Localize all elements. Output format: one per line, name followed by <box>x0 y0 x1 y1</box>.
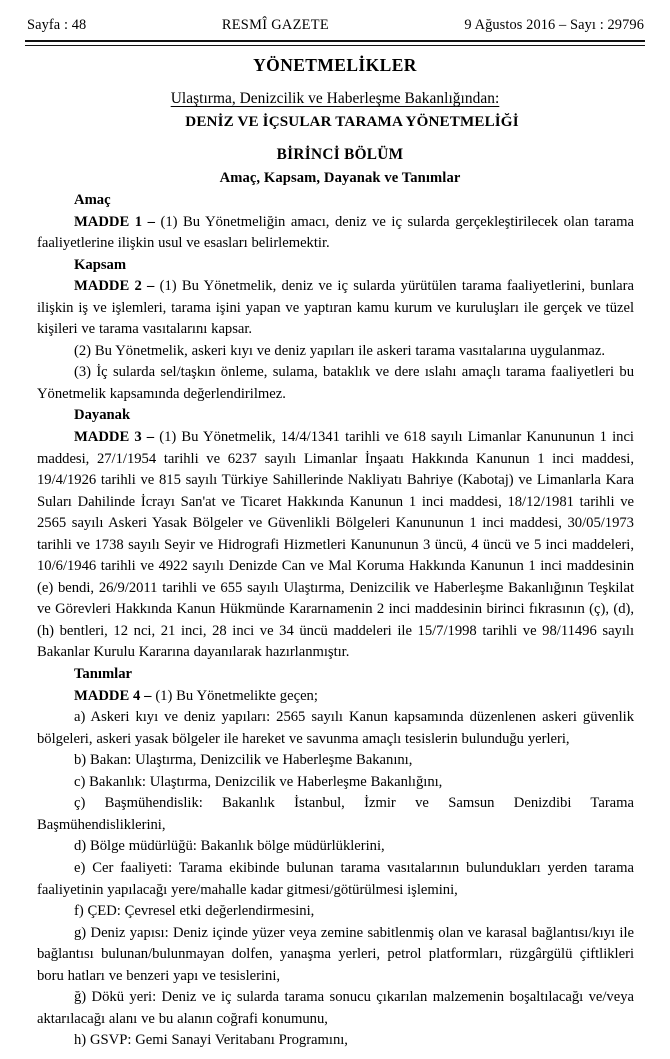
madde-3-text: (1) Bu Yönetmelik, 14/4/1341 tarihli ve 618 sayılı Limanlar Kanununun 1 inci maddesi, 27/1/1954 tarihli ve 6237 sayılı Limanlar İnşaatı Hakkında Kanunun 1 inci maddesi, 19/4/1926 tarihli ve 815 sayılı Türkiye Sahillerinde Nakliyatı Bahriye (Kabotaj) ve Limanlarla Kara Suları Dahilinde İcrayı San'at ve Ticaret Hakkında Kanunun 1 inci maddesi, 18/12/1981 tarihli ve 2565 sayılı Askeri Yasak Bölgeler ve Güvenlikli Bölgeleri Kanununun 1 inci maddesi, 30/05/1973 tarihli ve 1738 sayılı Seyir ve Hidrografi Hizmetleri Kanununun 3 üncü, 4 üncü ve 5 inci maddeleri, 10/6/1946 tarihli ve 4922 sayılı Denizde Can ve Mal Koruma Hakkında Kanunun 1 inci maddesinin (e) bendi, 26/9/2011 tarihli ve 655 sayılı Ulaştırma, Denizcilik ve Haberleşme Bakanlığının Teşkilat ve Görevleri Hakkında Kanun Hükmünde Kararnamenin 2 inci maddesinin birinci fıkrasının (ç), (d), (h) bentleri, 12 nci, 21 inci, 28 inci ve 34 üncü maddeleri ile 15/7/1998 tarihli ve 98/11496 sayılı Bakanlar Kurulu Kararına dayanılarak hazırlanmıştır. <box>37 429 634 661</box>
header-divider-top <box>25 40 645 42</box>
definition-item-g: g) Deniz yapısı: Deniz içinde yüzer veya zemine sabitlenmiş olan ve karasal bağlantısı/kıyı ile bağlantısı bulunan/bulunmayan dolfen, yanaşma yerleri, petrol platformları, rüzgârgülü çiftlikleri boru hatları ve benzeri yapı ve tesislerini, <box>37 924 634 984</box>
gazette-name: RESMÎ GAZETE <box>221 17 329 33</box>
paragraph-madde-3 <box>37 427 634 664</box>
definition-item-h: h) GSVP: Gemi Sanayi Veritabanı Programını, <box>74 1032 348 1049</box>
definition-item-ch: ç) Başmühendislik: Bakanlık İstanbul, İzmir ve Samsun Denizdibi Tarama Başmühendisliklerini, <box>37 795 634 833</box>
definition-item-gh: ğ) Dökü yeri: Deniz ve iç sularda tarama sonucu çıkarılan malzemenin boşaltılacağı ve/veya aktarılacağı alanı ve bu alanın coğrafi konumunu, <box>37 989 634 1027</box>
definition-item-d: d) Bölge müdürlüğü: Bakanlık bölge müdürlüklerini, <box>74 838 385 855</box>
definition-item-e: e) Cer faaliyeti: Tarama ekibinde bulunan tarama vasıtalarının bulundukları yerden tarama faaliyetinin yapılacağı yere/mahalle kadar gitmesi/götürülmesi işlemini, <box>37 859 634 898</box>
heading-dayanak: Dayanak <box>74 407 131 424</box>
definition-item-c: c) Bakanlık: Ulaştırma, Denizcilik ve Haberleşme Bakanlığını, <box>74 773 443 790</box>
regulation-title: DENİZ VE İÇSULAR TARAMA YÖNETMELİĞİ <box>185 114 519 130</box>
paragraph-madde-2 <box>37 276 634 341</box>
definition-item-b: b) Bakan: Ulaştırma, Denizcilik ve Haberleşme Bakanını, <box>74 752 413 769</box>
section-subtitle: Amaç, Kapsam, Dayanak ve Tanımlar <box>219 170 461 186</box>
paragraph-madde-2-3: (3) İç sularda sel/taşkın önleme, sulama, bataklık ve dere ıslahı amaçlı tarama faaliyetleri bu Yönetmelik kapsamında değerlendirilmez. <box>37 364 634 402</box>
paragraph-madde-1 <box>37 212 634 255</box>
madde-1-text: (1) Bu Yönetmeliğin amacı, deniz ve iç sularda gerçekleştirilecek olan tarama faaliyetlerine ilişkin usul ve esasları belirlemektir. <box>37 213 635 252</box>
issuing-authority: Ulaştırma, Denizcilik ve Haberleşme Bakanlığından: <box>170 90 500 107</box>
header-divider-bottom <box>25 45 645 46</box>
heading-amac: Amaç <box>74 192 111 208</box>
madde-4-label: MADDE 4 – <box>74 687 156 704</box>
issue-info: 9 Ağustos 2016 – Sayı : 29796 <box>464 17 644 33</box>
madde-3-label: MADDE 3 – <box>74 429 160 446</box>
body-column <box>37 190 634 1052</box>
madde-2-text: (1) Bu Yönetmelik, deniz ve iç sularda yürütülen tarama faaliyetlerini, bunlara ilişkin iş ve işlemleri, tarama işini yapan ve yaptıran kamu kurum ve kuruluşları ile gerçek ve tüzel kişileri ve tarama vasıtalarını kapsar. <box>37 278 634 338</box>
madde-1-label: MADDE 1 – <box>74 213 161 230</box>
definition-item-f: f) ÇED: Çevresel etki değerlendirmesini, <box>74 903 315 920</box>
page-number-label: Sayfa : 48 <box>27 17 87 33</box>
heading-kapsam: Kapsam <box>74 256 127 273</box>
definition-item-a: a) Askeri kıyı ve deniz yapıları: 2565 sayılı Kanun kapsamında düzenlenen askeri güvenlik bölgeleri, askeri yasak bölgeler ile hareket ve savunma amaçlı tesislerin bulunduğu yerleri, <box>37 709 634 747</box>
paragraph-madde-4 <box>37 686 634 708</box>
madde-4-text: (1) Bu Yönetmelikte geçen; <box>155 687 318 704</box>
document-title: YÖNETMELİKLER <box>253 55 417 75</box>
running-header <box>25 17 645 34</box>
paragraph-madde-2-2: (2) Bu Yönetmelik, askeri kıyı ve deniz yapıları ile askeri tarama vasıtalarına uygulanmaz. <box>74 342 605 359</box>
section-title: BİRİNCİ BÖLÜM <box>276 146 404 163</box>
madde-2-label: MADDE 2 – <box>74 278 160 295</box>
heading-tanimlar: Tanımlar <box>74 666 133 683</box>
